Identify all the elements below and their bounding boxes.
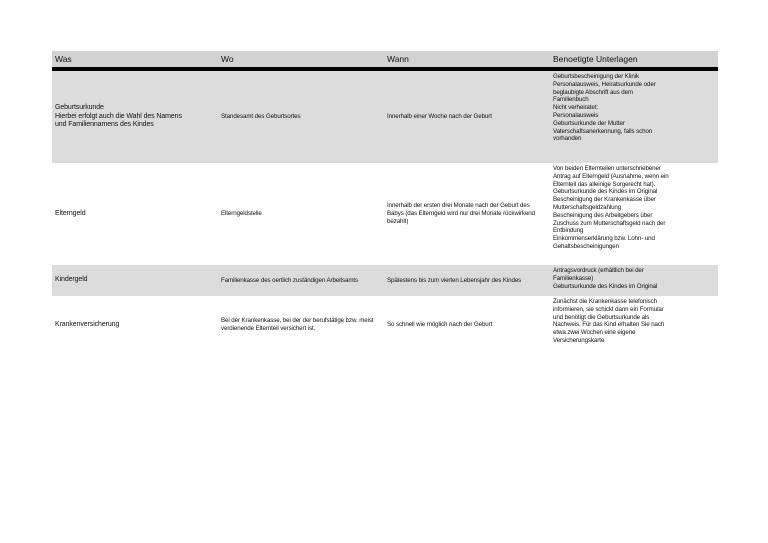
cell-line: etwa zwei Wochen eine eigene (553, 329, 636, 337)
cell-line: Vaterschaftsanerkennung, falls schon (553, 127, 653, 135)
cell-line: Nicht verheiratet: (553, 104, 598, 112)
cell-line: Antragsvordruck (erhältlich bei der (553, 267, 644, 274)
cell-wann: Spätestens bis zum vierten Lebensjahr des Kindes (384, 265, 550, 296)
cell-wann: Innerhalb einer Woche nach der Geburt (384, 69, 550, 163)
cell-line: Geburtsurkunde des Kindes im Original (553, 188, 658, 196)
cell-line: und Familiennamens des Kindes (55, 121, 154, 129)
cell-line: Kindergeld (55, 276, 88, 284)
cell-was (52, 296, 218, 354)
cell-line: Elterngeld (55, 209, 86, 217)
cell-line: Nachweis. Für das Kind erhalten Sie nach (553, 321, 665, 329)
cell-was (52, 163, 218, 265)
header-was: Was (52, 51, 218, 69)
cell-wo: Bei der Krankenkasse, bei der der berufstätige bzw. meist verdienende Elternteil versichert ist. (221, 317, 374, 332)
registration-table (52, 51, 718, 354)
table-row-kindergeld (52, 265, 718, 296)
table-header-row (52, 51, 718, 69)
cell-line: Gehaltsbescheinigungen (553, 242, 619, 250)
cell-line: Hierbei erfolgt auch die Wahl des Namens (55, 112, 182, 120)
cell-wo: Familienkasse des oertlich zuständigen Arbeitsamts (218, 265, 384, 296)
cell-unterlagen (550, 296, 718, 354)
cell-line: Geburtsurkunde (55, 104, 104, 112)
cell-line: Familienbuch (553, 96, 589, 104)
cell-line: vorhanden (553, 135, 582, 143)
cell-wann: Innerhalb der ersten drei Monate nach der Geburt des Babys (das Elterngeld wird nur drei Monate rückwirkend bezahlt) (387, 202, 535, 225)
cell-was (52, 69, 218, 163)
cell-line: Entbindung (553, 227, 584, 235)
cell-line: Antrag auf Elterngeld (Ausnahme, wenn ein (553, 172, 669, 180)
cell-wo: Standesamt des Geburtsortes (218, 69, 384, 163)
cell-unterlagen (550, 265, 718, 296)
cell-line: Geburtsurkunde des Kindes im Original (553, 282, 658, 290)
cell-line: Einkommenserklärung bzw. Lohn- und (553, 235, 655, 243)
cell-line: informieren, sie schickt dann ein Formular (553, 305, 664, 313)
header-wo: Wo (218, 51, 384, 69)
cell-line: Zuschuss zum Mutterschaftsgeld nach der (553, 219, 666, 227)
cell-line: Bescheinigung der Krankenkasse über (553, 196, 656, 204)
cell-line: Geburtsbescheinigung der Klinik (553, 73, 639, 80)
cell-line: Personalausweis (553, 111, 599, 119)
cell-line: Bescheinigung des Arbeitgebers über (553, 211, 653, 219)
cell-unterlagen (550, 163, 718, 265)
cell-line: Geburtsurkunde der Mutter (553, 119, 625, 127)
cell-line: und benötigt die Geburtsurkunde als (553, 313, 650, 321)
table-row-krankenversicherung (52, 296, 718, 354)
cell-unterlagen (550, 69, 718, 163)
cell-was (52, 265, 218, 296)
header-unterlagen: Benoetigte Unterlagen (550, 51, 718, 69)
cell-line: beglaubigte Abschrift aus dem (553, 88, 633, 96)
cell-wann: So schnell wie möglich nach der Geburt (387, 321, 493, 329)
cell-line: Personalausweis, Heiratsurkunde oder (553, 80, 656, 88)
cell-line: Familienkasse) (553, 274, 594, 282)
cell-line: Zunächst die Krankenkasse telefonisch (553, 298, 657, 305)
cell-line: Elternteil das alleinige Sorgerecht hat). (553, 180, 656, 188)
cell-line: Mutterschaftsgeldzahlung (553, 203, 622, 211)
cell-wo: Elterngeldstelle (221, 210, 262, 218)
cell-line: Von beiden Elternteilen unterschriebener (553, 165, 661, 172)
cell-line: Versicherungskarte (553, 336, 605, 344)
header-wann: Wann (384, 51, 550, 69)
table-row-geburtsurkunde (52, 69, 718, 163)
table-row-elterngeld (52, 163, 718, 265)
cell-line: Krankenversicherung (55, 320, 120, 328)
